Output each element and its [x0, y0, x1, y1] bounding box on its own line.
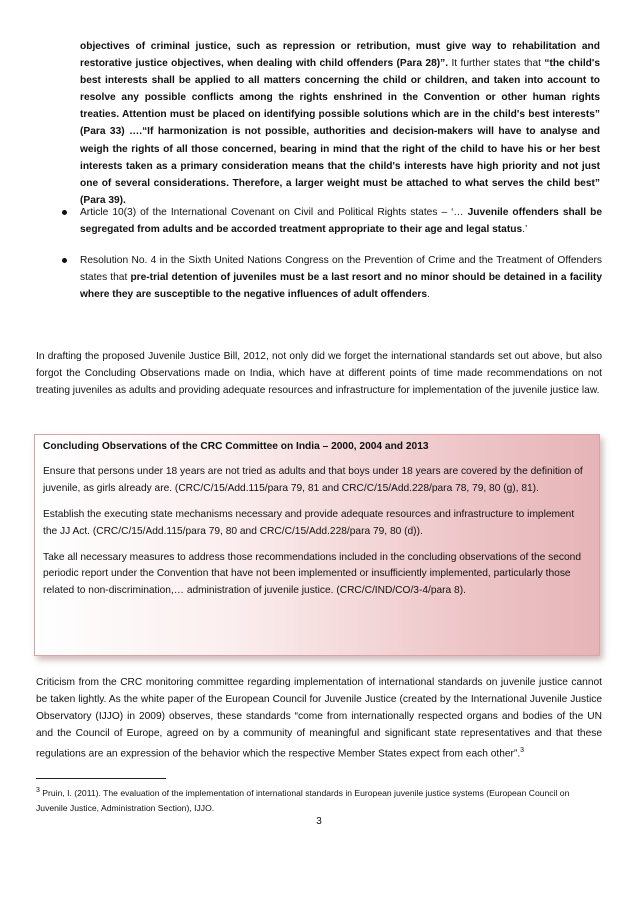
footnote-divider: [36, 778, 166, 779]
list-item: Resolution No. 4 in the Sixth United Nations Congress on the Prevention of Crime and the Treatment of Offenders states that pre-trial detention of juveniles must be a last resort and no minor should be detained in a facility where they are susceptible to the negative influences of adult offenders.: [62, 252, 602, 303]
box-item: Establish the executing state mechanisms necessary and provide adequate resources and infrastructure to implement the JJ Act. (CRC/C/15/Add.115/para 79, 80 and CRC/C/15/Add.228/para 79, 80 (d)).: [43, 508, 575, 537]
page-number: 3: [316, 816, 322, 827]
bullet-icon: [62, 210, 67, 215]
footnote-ref[interactable]: 3: [520, 747, 525, 755]
bullet-icon: [62, 258, 67, 263]
bullet-list: [62, 204, 602, 303]
body-paragraph-1: In drafting the proposed Juvenile Justice Bill, 2012, not only did we forget the international standards set out above, but also forgot the Concluding Observations made on India, which have at different points of time made recommendations on not treating juveniles as adults and providing adequate resources and infrastructure for implementation of the juvenile justice law.: [36, 351, 602, 397]
box-title: Concluding Observations of the CRC Committee on India – 2000, 2004 and 2013: [43, 441, 429, 452]
concluding-observations-box: [34, 434, 600, 656]
list-item: Article 10(3) of the International Covenant on Civil and Political Rights states – ‘… Juvenile offenders shall be segregated from adults and be accorded treatment appropriate to their age and legal status.’: [62, 204, 602, 238]
box-item: Ensure that persons under 18 years are not tried as adults and that boys under 18 years are covered by the definition of juvenile, as girls already are. (CRC/C/15/Add.115/para 79, 81 and CRC/C/15/Add.228/para 78, 79, 80 (g), 81).: [43, 465, 583, 494]
quote-bold-2: “the child's best interests shall be applied to all matters concerning the child or children, and taken into account to resolve any possible conflicts among the rights enshrined in the Convention or other human rights treaties. Attention must be placed on identifying possible solutions which are in the child's best interests” (Para 33) ….“If harmonization is not possible, authorities and decision-makers will have to analyse and weigh the rights of all those concerned, bearing in mind that the right of the child to have his or her best interests taken as a primary consideration means that the child's interests have high priority and not just one of several considerations. Therefore, a larger weight must be attached to what serves the child best” (Para 39).: [80, 58, 600, 206]
body-paragraph-2: Criticism from the CRC monitoring committee regarding implementation of international standards on juvenile justice cannot be taken lightly. As the white paper of the European Council for Juvenile Justice (created by the International Juvenile Justice Observatory (IJJO) in 2009) observes, these standards “come from internationally respected organs and bodies of the UN and the Council of Europe, agreed on by a community of meaningful and significant state representatives and that these regulations are an expression of the behavior which the respective Member States expect from each other”.$^3$: [36, 677, 602, 760]
quote-plain: It further states that: [448, 58, 545, 70]
quote-bold-1: objectives of criminal justice, such as repression or retribution, must give way to rehabilitation and restorative justice objectives, when dealing with child offenders (Para 28)”.: [80, 41, 600, 70]
box-item: Take all necessary measures to address those recommendations included in the concluding observations of the second periodic report under the Convention that have not been implemented or insufficiently implemented, particularly those related to non-discrimination,… administration of juvenile justice. (CRC/C/IND/CO/3-4/para 8).: [43, 551, 581, 597]
quoted-passage: [80, 38, 600, 209]
footnote: $^3$ Pruin, I. (2011). The evaluation of the implementation of international standards in European juvenile justice systems (European Council on Juvenile Justice, Administration Section), IJJO.: [36, 787, 570, 813]
